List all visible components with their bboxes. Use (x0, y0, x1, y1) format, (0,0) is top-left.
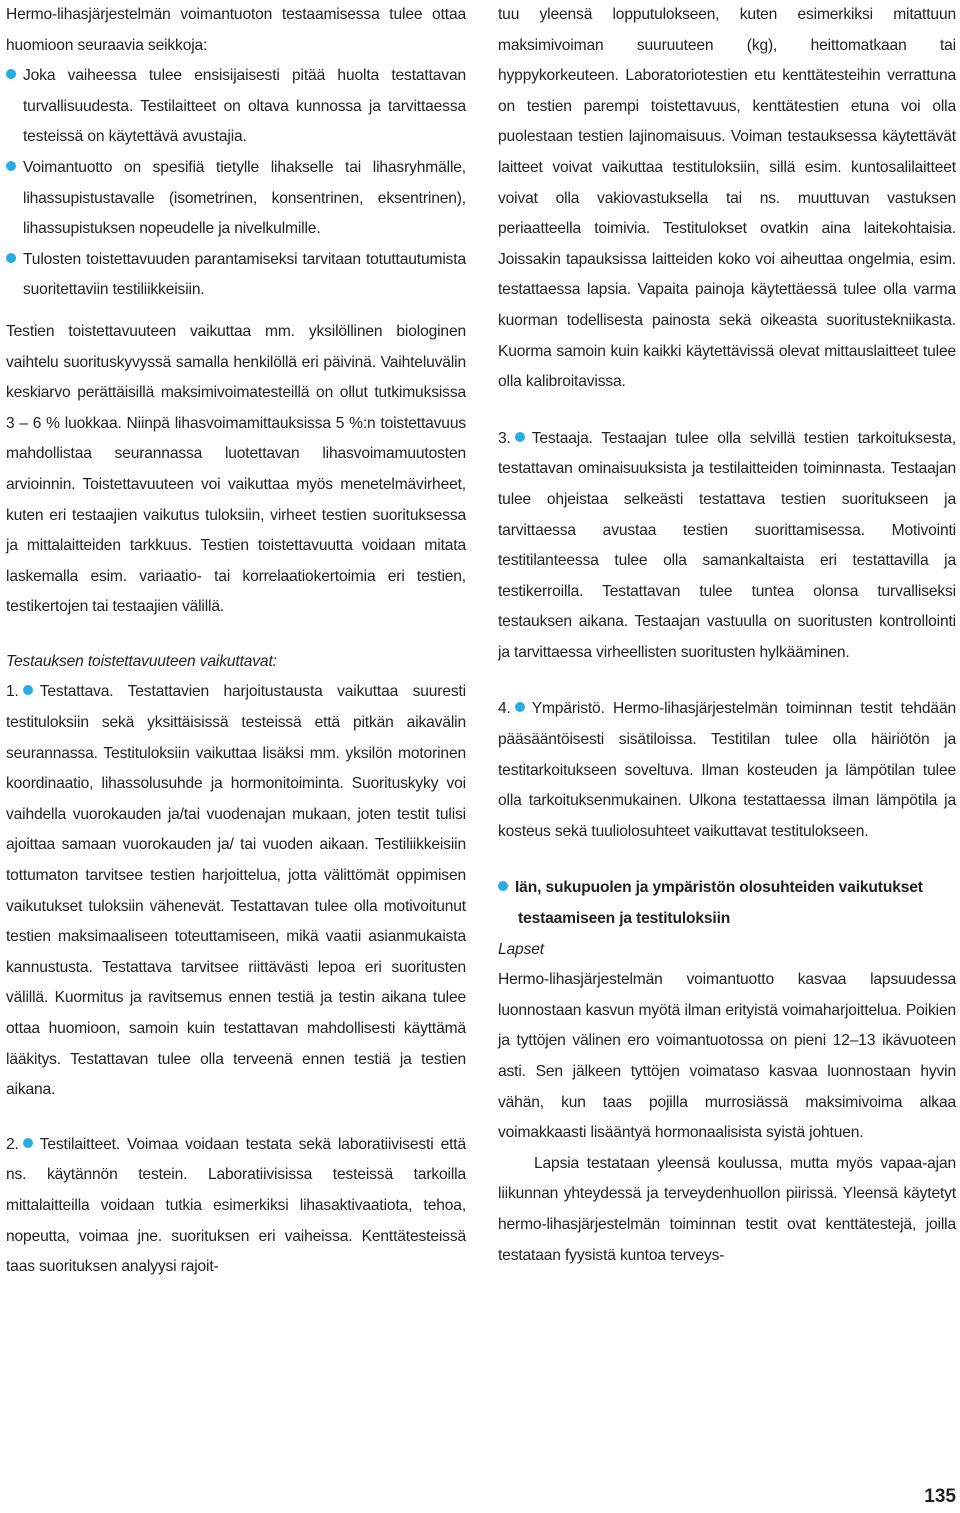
bullet-icon (6, 69, 16, 79)
numbered-item-testaaja (498, 424, 956, 669)
right-column (498, 0, 956, 1271)
item-text: Testaaja. Testaajan tulee olla selvillä testien tarkoituksesta, testattavan ominaisuuksista ja testilaitteiden toiminnasta. Testaajan tulee ohjeistaa selkeästi testattava testien suoritukseen ja tarvittaessa avustaa testien suorittamisessa. Motivointi testitilanteessa tulee olla samankaltaista eri testattavilla ja testikerroilla. Testattavan tulee tuntea olonsa turvalliseksi testauksen aikana. Testaajan vastuulla on suoritusten kontrollointi ja tarvittaessa virheellisten suoritusten hylkääminen. (498, 429, 956, 661)
numbered-item-testilaitteet (6, 1130, 466, 1283)
subheading-lapset: Lapset (498, 940, 544, 958)
repeatability-paragraph: Testien toistettavuuteen vaikuttaa mm. yksilöllinen biologinen vaihtelu suorituskyvyssä samalla henkilöllä eri päivinä. Vaihteluvälin keskiarvo perättäisillä maksimivoimatesteillä on ollut tutkimuksissa 3 – 6 % luokkaa. Niinpä lihasvoimamittauksissa 5 %:n toistettavuus mahdollistaa seurannassa luotettavan lihasvoimamuutosten arvioinnin. Toistettavuuteen voi vaikuttaa myös menetelmävirheet, kuten eri testaajien vaikutus tuloksiin, virheet testien suorituksessa ja mittalaitteiden tarkkuus. Testien toistettavuutta voidaan mitata laskemalla esim. variaatio- tai korrelaatiokertoimia eri testien, testikertojen tai testaajien välillä. (6, 322, 466, 616)
bullet-icon (6, 253, 16, 263)
bullet-icon (23, 685, 33, 695)
item-text: Testilaitteet. Voimaa voidaan testata sekä laboratiivisesti että ns. käytännön testein. Laboratiivisissa testeissä tarkoilla mittalaitteilla voidaan tutkia esimerkiksi lihasaktivaatiota, tehoa, nopeutta, voimaa jne. suorituksen eri vaiheissa. Kenttätesteissä taas suorituksen analyysi rajoit- (6, 1135, 466, 1276)
bullet-icon (515, 702, 525, 712)
intro-paragraph: Hermo-lihasjärjestelmän voimantuoton testaamisessa tulee ottaa huomioon seuraavia seikkoja: (6, 6, 466, 54)
section-heading (498, 873, 956, 934)
factors-heading: Testauksen toistettavuuteen vaikuttavat: (6, 652, 277, 670)
numbered-item-testattava (6, 677, 466, 1105)
bullet-item (6, 153, 466, 245)
bullet-item (6, 245, 466, 306)
bullet-icon (6, 161, 16, 171)
bullet-text: Voimantuotto on spesifiä tietylle lihakselle tai lihasryhmälle, lihassupistustavalle (isometrinen, konsentrinen, eksentrinen), lihassupistuksen nopeudelle ja nivelkulmille. (23, 158, 466, 238)
bullet-text: Joka vaiheessa tulee ensisijaisesti pitää huolta testattavan turvallisuudesta. Testilaitteet on oltava kunnossa ja tarvittaessa testeissä on käytettävä avustajia. (23, 67, 466, 146)
page-number: 135 (924, 1486, 956, 1507)
continuation-paragraph: tuu yleensä lopputulokseen, kuten esimerkiksi mitattuun maksimivoiman suuruuteen (kg), heittomatkaan tai hyppykorkeuteen. Laboratoriotestien etu kenttätesteihin verrattuna on testien parempi toistettavuus, kenttätestien etuna voi olla puolestaan testien lajinomaisuus. Voiman testauksessa käytettävät laitteet voivat vaikuttaa testituloksiin, sillä esim. kuntosalilaitteet voivat olla vakiovastuksella tai ns. muuttuvan vastuksen periaatteella toimivia. Testitulokset ovatkin aina laitekohtaisia. Joissakin tapauksissa laitteiden koko voi aiheuttaa ongelmia, esim. testattaessa lapsia. Vapaita painoja käytettäessä tulee olla varma kuorman todellisesta painosta sekä oikeasta suoritustekniikasta. Kuorma samoin kuin kaikki käytettävissä olevat mittauslaitteet tulee olla kalibroitavissa. (498, 6, 956, 391)
bullet-item (6, 61, 466, 153)
numbered-item-ymparisto (498, 694, 956, 847)
children-paragraph-1: Hermo-lihasjärjestelmän voimantuotto kasvaa lapsuudessa luonnostaan kasvun myötä ilman erityistä voimaharjoittelua. Poikien ja tyttöjen välinen ero voimantuotossa on pieni 12–13 ikävuoteen asti. Sen jälkeen tyttöjen voimataso kasvaa luonnostaan hyvin vähän, kun taas pojilla murrosiässä maksimivoima alkaa voimakkaasti lisääntyä hormonaalisista syistä johtuen. (498, 971, 956, 1142)
bullet-icon (23, 1138, 33, 1148)
item-number: 2. (6, 1135, 19, 1153)
item-number: 1. (6, 683, 19, 701)
item-text: Testattava. Testattavien harjoitustausta vaikuttaa suuresti testituloksiin sekä yksittäisissä testeissä että pitkän aikavälin seurannassa. Testituloksiin vaikuttaa lisäksi mm. yksilön motorinen koordinaatio, lihassolusuhde ja hormonitoiminta. Suorituskyky voi vaihdella vuorokauden ja/tai vuodenajan mukaan, joten testit tulisi ajoittaa samaan vuorokauden ja/ tai vuoden aikaan. Testiliikkeisiin tottumaton tarvitsee testien harjoittelua, jotta välittömät oppimisen vaikutukset tuloksiin vähenevät. Testattavan tulee olla motivoitunut testien maksimaaliseen toteuttamiseen, mikä vaatii asianmukaista kannustusta. Testattava tarvitsee riittävästi lepoa eri suoritusten välillä. Kuormitus ja ravitsemus ennen testiä ja testin aikana tulee ottaa huomioon, samoin kuin testattavan mahdollisesti käyttämä lääkitys. Testattavan tulee olla terveenä ennen testiä ja testien aikana. (6, 683, 466, 1099)
item-number: 3. (498, 429, 511, 447)
bullet-icon (515, 432, 525, 442)
children-paragraph-2: Lapsia testataan yleensä koulussa, mutta myös vapaa-ajan liikunnan yhteydessä ja terveydenhuollon piirissä. Yleensä käytetyt hermo-lihasjärjestelmän toiminnan testit ovat kenttätestejä, joilla testataan fyysistä kuntoa terveys- (498, 1154, 956, 1264)
bullet-text: Tulosten toistettavuuden parantamiseksi tarvitaan totuttautumista suoritettaviin testiliikkeisiin. (23, 250, 466, 299)
left-column (6, 0, 466, 1283)
item-number: 4. (498, 700, 511, 718)
bullet-icon (498, 881, 508, 891)
item-text: Ympäristö. Hermo-lihasjärjestelmän toiminnan testit tehdään pääsääntöisesti sisätiloissa. Testitilan tulee olla häiriötön ja testitarkoitukseen soveltuva. Ilman kosteuden ja lämpötilan tulee olla tarkoituksenmukainen. Ulkona testattaessa ilman lämpötila ja kosteus sekä tuuliolosuhteet vaikuttavat testitulokseen. (498, 700, 956, 840)
section-heading-text: Iän, sukupuolen ja ympäristön olosuhteiden vaikutukset testaamiseen ja testituloksiin (515, 879, 923, 928)
